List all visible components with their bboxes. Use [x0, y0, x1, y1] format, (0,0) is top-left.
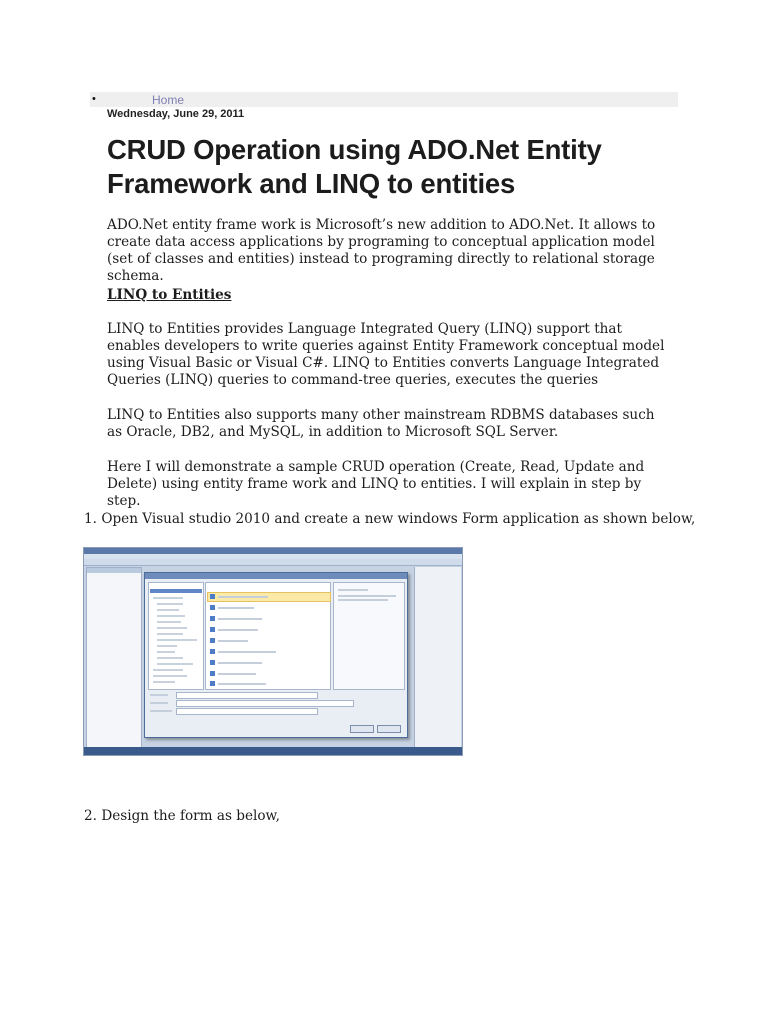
step-2	[84, 808, 704, 825]
template-tree	[148, 582, 204, 690]
post-date: Wednesday, June 29, 2011	[107, 108, 245, 120]
step-1-text: Open Visual studio 2010 and create a new windows Form application as shown below,	[101, 511, 696, 527]
home-link[interactable]: Home	[152, 93, 185, 107]
step-2-text: Design the form as below,	[101, 808, 280, 824]
nav-bullet: •	[92, 93, 96, 105]
linq-paragraph-1: LINQ to Entities provides Language Integrated Query (LINQ) support that enables developers to write queries against Entity Framework conceptual model using Visual Basic or Visual C#. LINQ to Entities converts Language Integrated Queries (LINQ) queries to command-tree queries, executes the queries	[107, 321, 665, 388]
dialog-ok-button	[350, 725, 374, 733]
template-list	[205, 582, 331, 690]
project-fields	[148, 692, 403, 720]
new-project-dialog	[144, 572, 408, 738]
step-1-number: 1.	[84, 511, 97, 527]
linq-paragraph-2: LINQ to Entities also supports many other mainstream RDBMS databases such as Oracle, DB2, and MySQL, in addition to Microsoft SQL Server.	[107, 407, 655, 440]
step-2-number: 2.	[84, 808, 97, 824]
visual-studio-screenshot	[83, 547, 463, 756]
dialog-cancel-button	[377, 725, 401, 733]
post-title: CRUD Operation using ADO.Net Entity Framework and LINQ to entities	[107, 134, 602, 199]
step-1	[84, 511, 704, 528]
vs-toolbar	[84, 559, 462, 566]
vs-toolbox-panel	[86, 567, 142, 749]
intro-paragraph: ADO.Net entity frame work is Microsoft’s new addition to ADO.Net. It allows to create data access applications by programing to conceptual application model (set of classes and entities) instead to programing directly to relational storage schema.	[107, 217, 656, 284]
linq-paragraph-3: Here I will demonstrate a sample CRUD operation (Create, Read, Update and Delete) using entity frame work and LINQ to entities. I will explain in step by step.	[107, 459, 645, 509]
vs-status-bar	[84, 747, 462, 755]
template-description	[333, 582, 405, 690]
vs-solution-panel	[414, 567, 461, 747]
section-heading: LINQ to Entities	[107, 287, 232, 303]
